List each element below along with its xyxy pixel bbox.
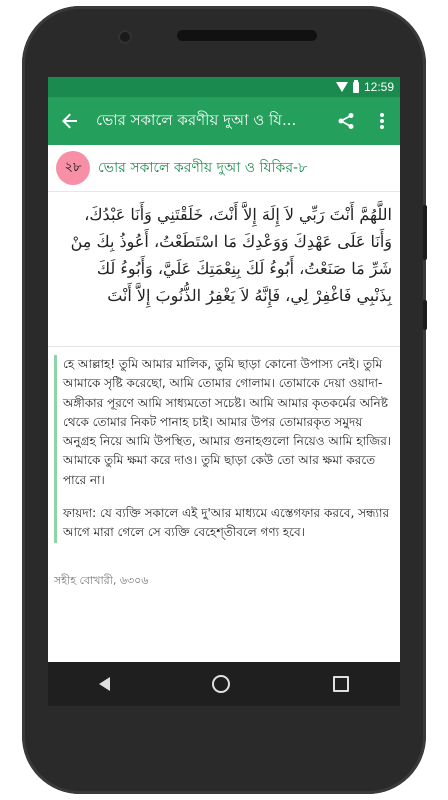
- fayda-text: ফায়দা: যে ব্যক্তি সকালে এই দু'আর মাধ্যমে এস্তেগফার করবে, সন্ধ্যার আগে মারা গেলে সে ব্যক্তি বেহেশ্‌তীবলে গণ্য হবে।: [63, 506, 390, 540]
- front-camera: [118, 30, 132, 44]
- system-navbar: [48, 662, 400, 706]
- nav-home-icon[interactable]: [212, 675, 230, 693]
- hadith-reference: সহীহ বোখারী, ৬৩০৬: [54, 574, 149, 587]
- arrow-back-icon[interactable]: [48, 97, 92, 145]
- toolbar: [48, 97, 400, 145]
- dua-number-badge: ২৮: [56, 151, 90, 185]
- nav-recents-icon[interactable]: [333, 676, 349, 692]
- earpiece-speaker: [177, 30, 317, 41]
- status-time: 12:59: [363, 80, 394, 94]
- dua-header: [48, 145, 400, 192]
- dua-title: ভোর সকালে করণীয় দুআ ও যিকির-৮: [98, 160, 308, 176]
- share-icon[interactable]: [328, 97, 364, 145]
- battery-icon: [353, 82, 359, 93]
- more-vert-icon[interactable]: [364, 97, 400, 145]
- translation-text: হে আল্লাহ! তুমি আমার মালিক, তুমি ছাড়া কোনো উপাস্য নেই। তুমি আমাকে সৃষ্টি করেছো, আমি তোমার গোলাম। তোমাকে দেয়া ওয়াদা-অঙ্গীকার পূরণে আমি সাধ্যমতো সচেষ্ট। আমি আমার কৃতকর্মের অনিষ্ট থেকে তোমার নিকট পানাহ চাই। আমার উপর তোমারকৃত সমুদয় অনুগ্রহ নিয়ে আমি উপস্থিত, আমার গুনাহগুলো নিয়েও আমি হাজির। আমাকে তুমি ক্ষমা করে দাও। তুমি ছাড়া কেউ তো আর ক্ষমা করতে পারে না।: [63, 357, 392, 487]
- status-bar: [48, 77, 400, 97]
- translation-block: [54, 355, 393, 543]
- power-button: [423, 300, 427, 330]
- nav-back-icon[interactable]: [99, 677, 110, 691]
- app-screen: [48, 77, 400, 662]
- wifi-icon: [336, 82, 348, 92]
- toolbar-title: ভোর সকালে করণীয় দুআ ও যি...: [96, 110, 297, 129]
- arabic-text: اللَّهُمَّ أَنْتَ رَبِّي لاَ إِلَهَ إِلاَّ أَنْتَ، خَلَقْتَنِي وَأَنَا عَبْدُكَ، وَأَنَا عَلَى عَهْدِكَ وَوَعْدِكَ مَا اسْتَطَعْتُ، أَعُوذُ بِكَ مِنْ شَرِّ مَا صَنَعْتُ، أَبُوءُ لَكَ بِنِعْمَتِكَ عَلَيَّ، وَأَبُوءُ لَكَ بِذَنْبِي فَاغْفِرْ لِي، فَإِنَّهُ لاَ يَغْفِرُ الذُّنُوبَ إِلاَّ أَنْتَ: [70, 205, 392, 305]
- section-divider: [48, 346, 400, 347]
- volume-button: [423, 205, 427, 260]
